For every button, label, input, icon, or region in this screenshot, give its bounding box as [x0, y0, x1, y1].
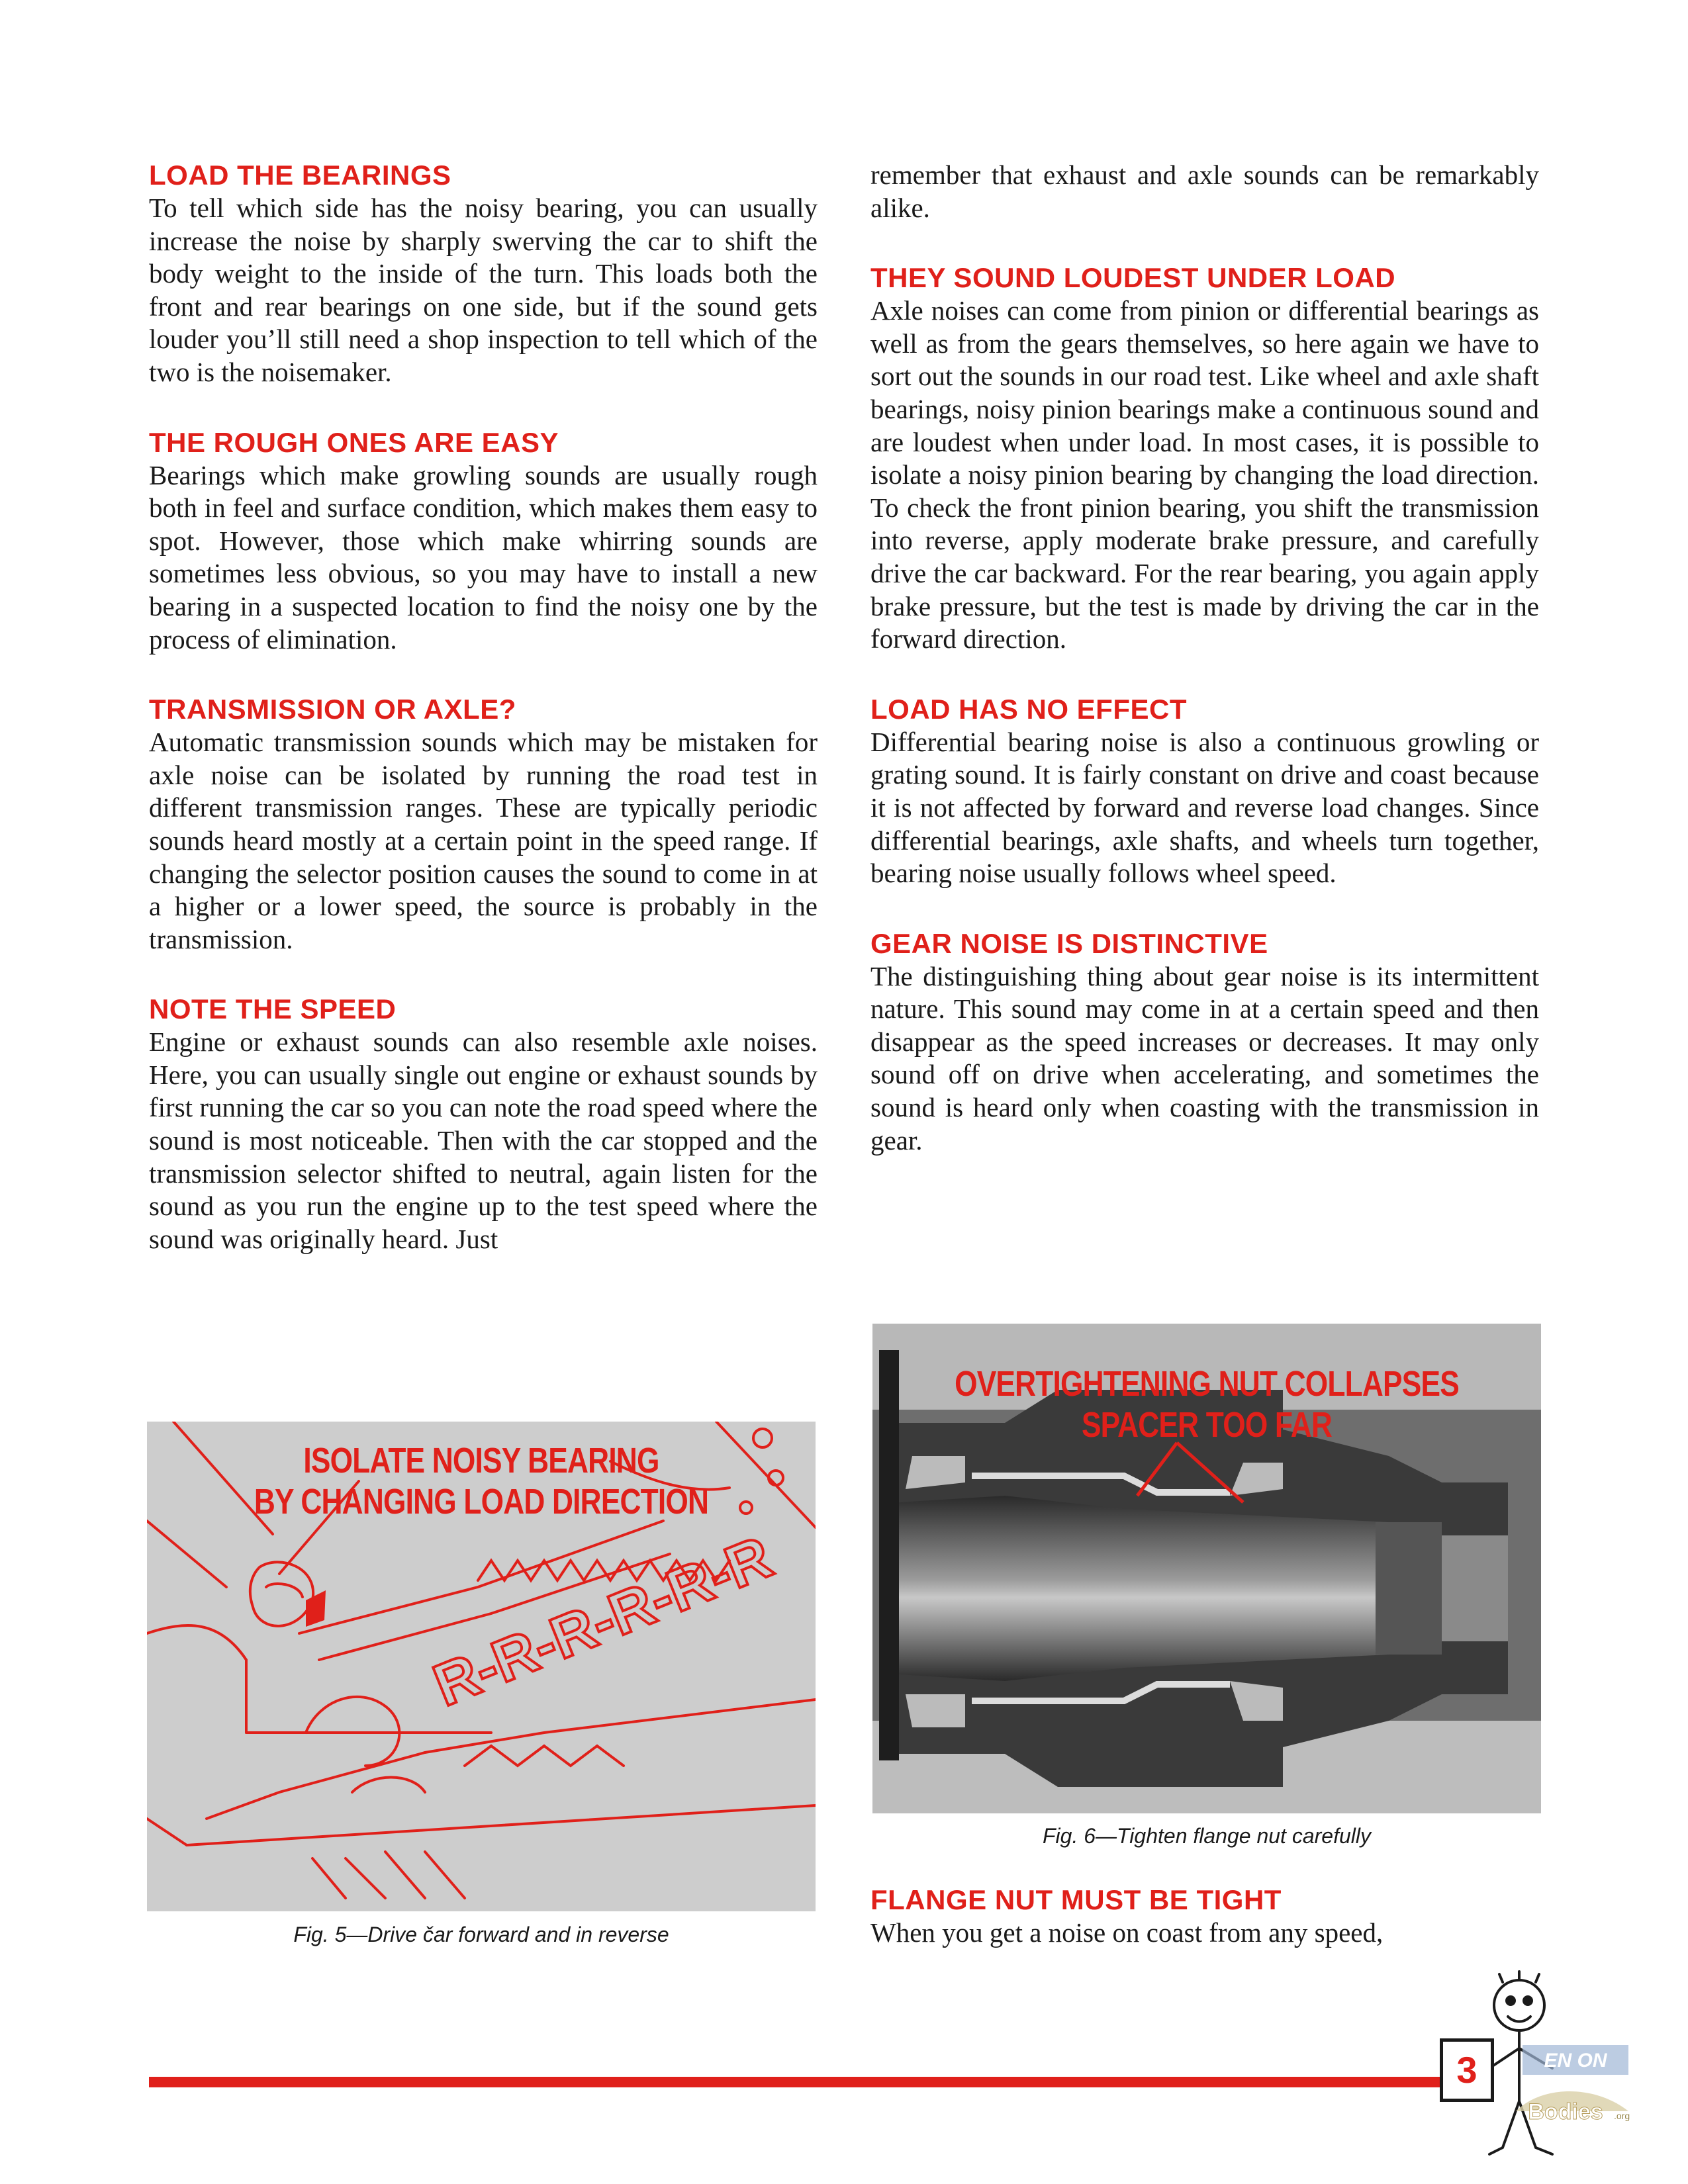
section-loudest-under-load [870, 261, 1539, 656]
figure-6-caption: Fig. 6—Tighten flange nut carefully [1043, 1824, 1371, 1848]
section-body: To tell which side has the noisy bearing, you can usually increase the noise by sharply swerving the car to shift the body weight to the inside of the turn. This loads both the front and rear bearings on one side, but if the sound gets louder you’ll still need a shop inspection to tell which of the two is the noisemaker. [149, 193, 818, 387]
logo-text-bottom: Bodies [1528, 2099, 1603, 2124]
page-number: 3 [1440, 2038, 1494, 2102]
section-body: Differential bearing noise is also a continuous growling or grating sound. It is fairly constant on drive and coast because it is not affected by forward and reverse load changes. Since differential bearings, axle shafts, and wheels turn together, bearing noise usually follows wheel speed. [870, 726, 1539, 889]
section-load-the-bearings [149, 159, 818, 389]
section-note-the-speed [149, 993, 818, 1255]
figure-5-caption: Fig. 5—Drive čar forward and in reverse [293, 1923, 669, 1946]
section-heading: THEY SOUND LOUDEST UNDER LOAD [870, 262, 1396, 294]
section-heading: NOTE THE SPEED [149, 993, 397, 1025]
right-column [870, 159, 1539, 1194]
section-body: Axle noises can come from pinion or differential bearings as well as from the gears themselves, so here again we have to sort out the sounds in our road test. Like wheel and axle shaft bearings, noisy pinion bearings make a continuous sound and are loudest when under load. In most cases, it is possible to isolate a noisy pinion bearing by changing the load direction. To check the front pinion bearing, you shift the transmission into reverse, apply moderate brake pressure, and carefully drive the car backward. For the rear bearing, you again apply brake pressure, but the test is made by driving the car in the forward direction. [870, 295, 1539, 655]
section-heading: FLANGE NUT MUST BE TIGHT [870, 1884, 1282, 1915]
section-heading: THE ROUGH ONES ARE EASY [149, 426, 559, 458]
left-column [149, 159, 818, 1293]
continuation-text: remember that exhaust and axle sounds can be remarkably alike. [870, 159, 1539, 223]
section-rough-ones [149, 426, 818, 657]
figure-5-title-line2: BY CHANGING LOAD DIRECTION [254, 1482, 709, 1522]
figure-6-title [933, 1363, 1481, 1445]
figure-6-title-line1: OVERTIGHTENING NUT COLLAPSES [955, 1364, 1459, 1404]
section-transmission-or-axle [149, 693, 818, 956]
logo-text-top: EN ON [1544, 2050, 1607, 2071]
logo-text-suffix: .org [1614, 2111, 1630, 2121]
section-body: Engine or exhaust sounds can also resemble axle noises. Here, you can usually single out engine or exhaust sounds by first running the car so you can note the road speed where the sound is most noticeable. Then with the car stopped and the transmission selector shifted to neutral, again listen for the sound as you run the engine up to the test speed where the sound was originally heard. Just [149, 1026, 818, 1254]
figure-5-illustration [147, 1422, 816, 1911]
sound-effect-text: R-R-R-R-R-R [424, 1524, 781, 1719]
section-body: Automatic transmission sounds which may be mistaken for axle noise can be isolated by running the road test in different transmission ranges. These are typically periodic sounds heard mostly at a certain point in the speed range. If changing the selector position causes the sound to come in at a higher or a lower speed, the source is probably in the transmission. [149, 727, 818, 954]
figure-5-title-line1: ISOLATE NOISY BEARING [303, 1441, 659, 1480]
section-load-no-effect [870, 693, 1539, 890]
figure-5-title [207, 1440, 755, 1522]
section-body: Bearings which make growling sounds are usually rough both in feel and surface condition, which makes them easy to spot. However, those which make whirring sounds are sometimes less obvious, so you may have to install a new bearing in a suspected location to find the noisy one by the process of elimination. [149, 459, 818, 655]
section-body: The distinguishing thing about gear noise is its intermittent nature. This sound may come in at a certain speed and then disappear as the speed increases or decreases. It may only sound off on drive when accelerating, and sometimes the sound is heard only when coasting with the transmission in gear. [870, 960, 1539, 1156]
section-heading: GEAR NOISE IS DISTINCTIVE [870, 927, 1268, 959]
section-flange-nut [870, 1884, 1539, 1950]
section-gear-noise [870, 927, 1539, 1158]
watermark-logo [1503, 2038, 1635, 2138]
figure-6-title-line2: SPACER TOO FAR [1081, 1405, 1333, 1445]
section-heading: LOAD THE BEARINGS [149, 159, 451, 191]
section-body: When you get a noise on coast from any speed, [870, 1917, 1383, 1948]
figure-6-photo [872, 1324, 1541, 1813]
section-heading: TRANSMISSION OR AXLE? [149, 694, 516, 725]
section-heading: LOAD HAS NO EFFECT [870, 693, 1187, 725]
footer-rule [149, 2077, 1446, 2087]
